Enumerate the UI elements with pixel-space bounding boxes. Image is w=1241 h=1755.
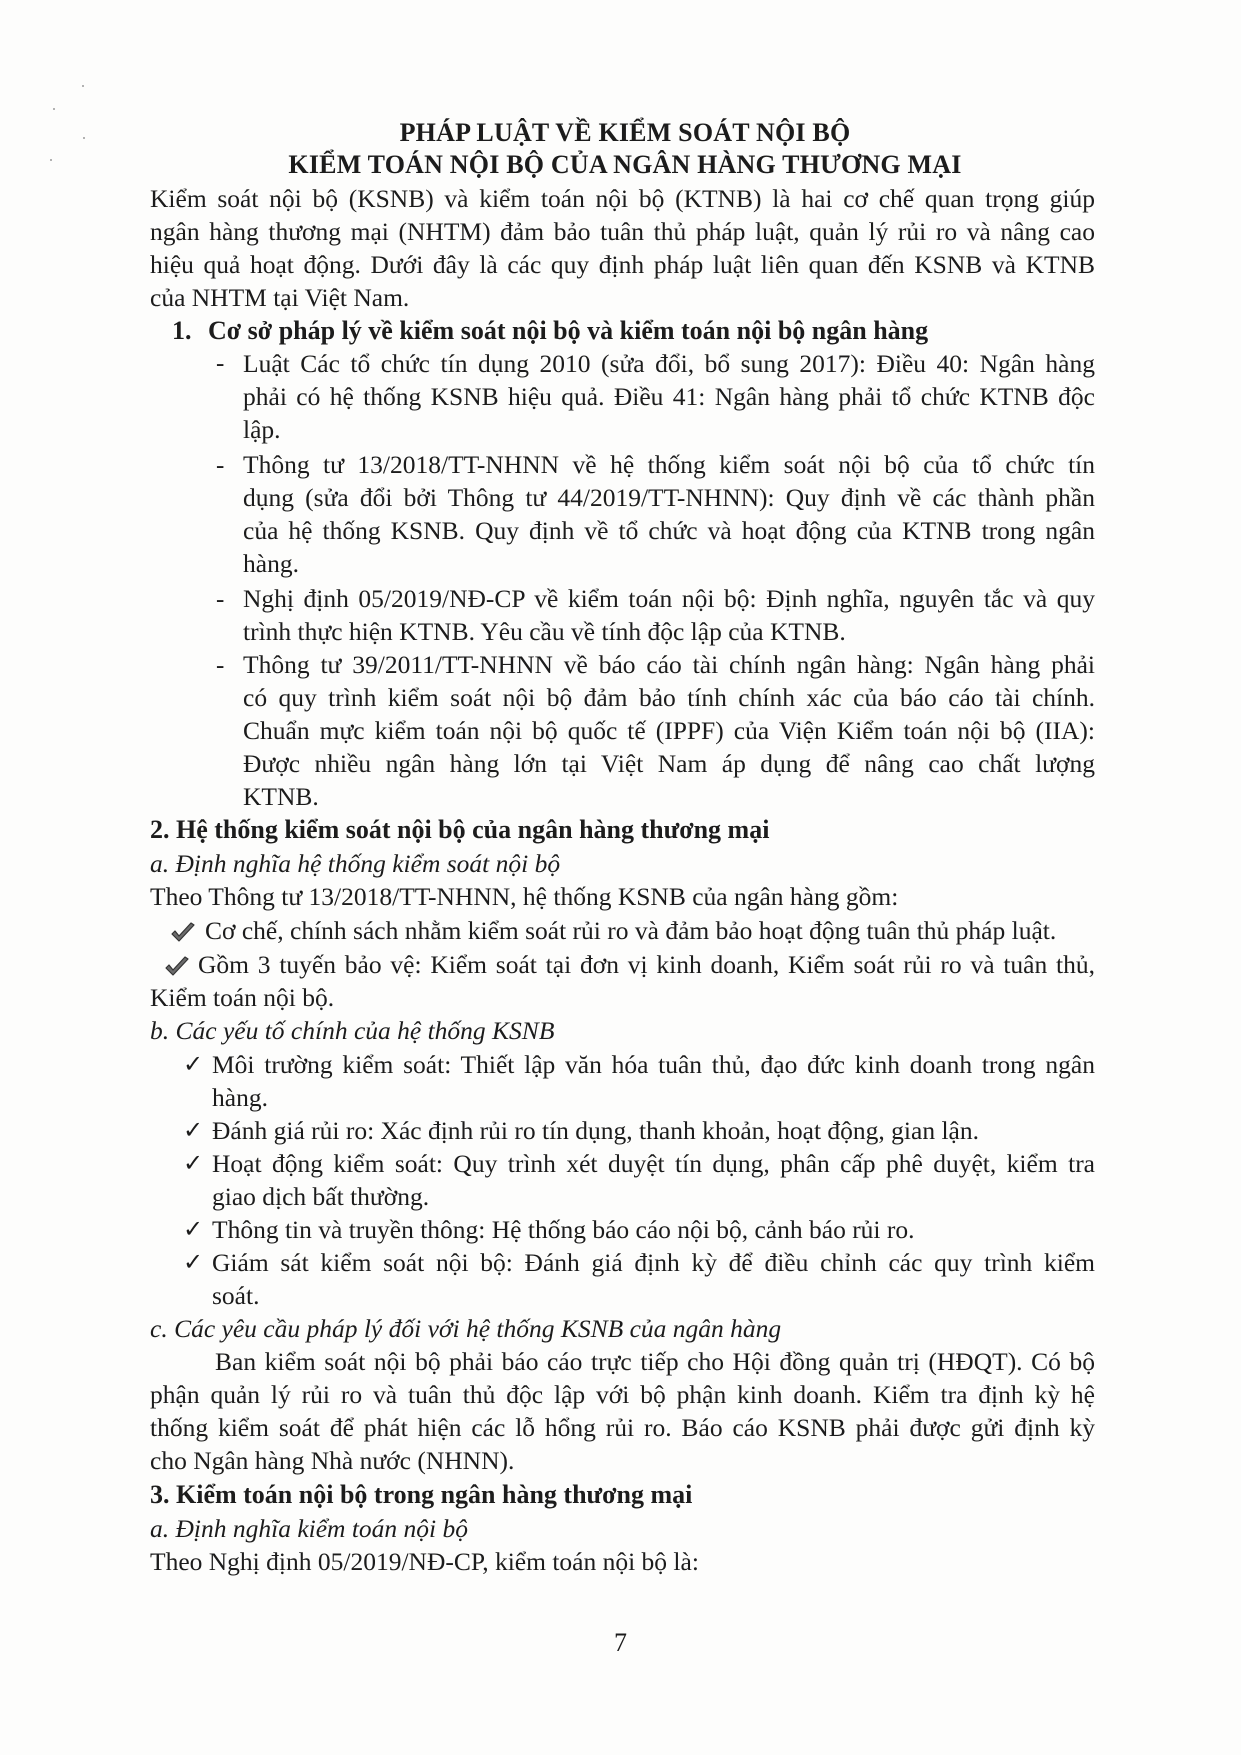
ksnb-element-line: Môi trường kiểm soát: Thiết lập văn hóa tuân thủ, đạo đức kinh doanh trong ngân xyxy=(212,1050,1095,1079)
legal-basis-item-line: dụng (sửa đổi bởi Thông tư 44/2019/TT-NHNN): Quy định về các thành phần xyxy=(243,483,1095,512)
document-title-line-2: KIỂM TOÁN NỘI BỘ CỦA NGÂN HÀNG THƯƠNG MẠI xyxy=(288,150,962,179)
ksnb-element-line: Giám sát kiểm soát nội bộ: Đánh giá định kỳ để điều chỉnh các quy trình kiểm xyxy=(212,1248,1095,1277)
intro-line: Kiểm soát nội bộ (KSNB) và kiểm toán nội bộ (KTNB) là hai cơ chế quan trọng giúp xyxy=(150,184,1095,213)
section-2-heading: 2. Hệ thống kiểm soát nội bộ của ngân hàng thương mại xyxy=(150,815,770,844)
ksnb-element-line: Đánh giá rủi ro: Xác định rủi ro tín dụng, thanh khoản, hoạt động, gian lận. xyxy=(212,1116,979,1145)
heavy-check-icon xyxy=(164,956,190,978)
page-number: 7 xyxy=(614,1628,627,1657)
section-2c-paragraph-line: Ban kiểm soát nội bộ phải báo cáo trực tiếp cho Hội đồng quản trị (HĐQT). Có bộ xyxy=(215,1347,1095,1376)
ksnb-component-line: Kiểm toán nội bộ. xyxy=(150,983,335,1012)
legal-basis-item-line: phải có hệ thống KSNB hiệu quả. Điều 41: Ngân hàng phải tổ chức KTNB độc xyxy=(243,382,1095,411)
section-2a-lead: Theo Thông tư 13/2018/TT-NHNN, hệ thống KSNB của ngân hàng gồm: xyxy=(150,882,899,911)
intro-line: của NHTM tại Việt Nam. xyxy=(150,283,410,312)
legal-basis-item-line: của hệ thống KSNB. Quy định về tổ chức và hoạt động của KTNB trong ngân xyxy=(243,516,1095,545)
section-1-heading: Cơ sở pháp lý về kiểm soát nội bộ và kiểm toán nội bộ ngân hàng xyxy=(208,316,929,345)
ksnb-element-line: Thông tin và truyền thông: Hệ thống báo cáo nội bộ, cảnh báo rủi ro. xyxy=(212,1215,915,1244)
section-1-number: 1. xyxy=(172,316,192,345)
legal-basis-item-line: KTNB. xyxy=(243,782,319,811)
intro-line: ngân hàng thương mại (NHTM) đảm bảo tuân thủ pháp luật, quản lý rủi ro và nâng cao xyxy=(150,217,1095,246)
intro-line: hiệu quả hoạt động. Dưới đây là các quy định pháp luật liên quan đến KSNB và KTNB xyxy=(150,250,1095,279)
ksnb-element-line: Hoạt động kiểm soát: Quy trình xét duyệt tín dụng, phân cấp phê duyệt, kiểm tra xyxy=(212,1149,1095,1178)
legal-basis-item-line: có quy trình kiểm soát nội bộ đảm bảo tính chính xác của báo cáo tài chính. xyxy=(243,683,1095,712)
ksnb-component-line: Gồm 3 tuyến bảo vệ: Kiểm soát tại đơn vị kinh doanh, Kiểm soát rủi ro và tuân thủ, xyxy=(198,950,1095,979)
section-2c-paragraph-line: cho Ngân hàng Nhà nước (NHNN). xyxy=(150,1446,515,1475)
heavy-check-icon xyxy=(170,922,196,944)
scan-speck xyxy=(83,137,85,139)
section-3a-lead: Theo Nghị định 05/2019/NĐ-CP, kiểm toán nội bộ là: xyxy=(150,1547,699,1576)
check-icon: ✓ xyxy=(183,1151,204,1177)
legal-basis-item-line: Nghị định 05/2019/NĐ-CP về kiểm toán nội bộ: Định nghĩa, nguyên tắc và quy xyxy=(243,584,1095,613)
legal-basis-item-line: Thông tư 39/2011/TT-NHNN về báo cáo tài chính ngân hàng: Ngân hàng phải xyxy=(243,650,1095,679)
scan-speck xyxy=(50,159,52,161)
section-2c-paragraph-line: thống kiểm soát để phát hiện các lỗ hổng rủi ro. Báo cáo KSNB phải được gửi định kỳ xyxy=(150,1413,1095,1442)
section-2a-heading: a. Định nghĩa hệ thống kiểm soát nội bộ xyxy=(150,849,561,878)
legal-basis-item-line: trình thực hiện KTNB. Yêu cầu về tính độc lập của KTNB. xyxy=(243,617,846,646)
section-3a-heading: a. Định nghĩa kiểm toán nội bộ xyxy=(150,1514,469,1543)
dash-bullet: - xyxy=(216,350,225,377)
legal-basis-item-line: lập. xyxy=(243,415,281,444)
legal-basis-item-line: Luật Các tổ chức tín dụng 2010 (sửa đổi, bổ sung 2017): Điều 40: Ngân hàng xyxy=(243,349,1095,378)
check-icon: ✓ xyxy=(183,1217,204,1243)
dash-bullet: - xyxy=(216,452,225,479)
ksnb-element-line: giao dịch bất thường. xyxy=(212,1182,430,1211)
ksnb-element-line: soát. xyxy=(212,1281,260,1310)
legal-basis-item-line: Được nhiều ngân hàng lớn tại Việt Nam áp dụng để nâng cao chất lượng xyxy=(243,749,1095,778)
legal-basis-item-line: Chuẩn mực kiểm toán nội bộ quốc tế (IPPF) của Viện Kiểm toán nội bộ (IIA): xyxy=(243,716,1095,745)
ksnb-component-line: Cơ chế, chính sách nhằm kiểm soát rủi ro và đảm bảo hoạt động tuân thủ pháp luật. xyxy=(205,916,1057,945)
check-icon: ✓ xyxy=(183,1250,204,1276)
dash-bullet: - xyxy=(216,652,225,679)
section-3-heading: 3. Kiểm toán nội bộ trong ngân hàng thương mại xyxy=(150,1480,693,1509)
check-icon: ✓ xyxy=(183,1052,204,1078)
ksnb-element-line: hàng. xyxy=(212,1083,268,1112)
section-2b-heading: b. Các yếu tố chính của hệ thống KSNB xyxy=(150,1016,555,1045)
legal-basis-item-line: Thông tư 13/2018/TT-NHNN về hệ thống kiểm soát nội bộ của tổ chức tín xyxy=(243,450,1095,479)
dash-bullet: - xyxy=(216,586,225,613)
document-title-line-1: PHÁP LUẬT VỀ KIỂM SOÁT NỘI BỘ xyxy=(399,118,851,147)
check-icon: ✓ xyxy=(183,1118,204,1144)
scan-speck xyxy=(82,85,84,87)
section-2c-heading: c. Các yêu cầu pháp lý đối với hệ thống KSNB của ngân hàng xyxy=(150,1314,782,1343)
scan-speck xyxy=(53,108,55,110)
section-2c-paragraph-line: phận quản lý rủi ro và tuân thủ độc lập với bộ phận kinh doanh. Kiểm tra định kỳ hệ xyxy=(150,1380,1095,1409)
legal-basis-item-line: hàng. xyxy=(243,549,299,578)
